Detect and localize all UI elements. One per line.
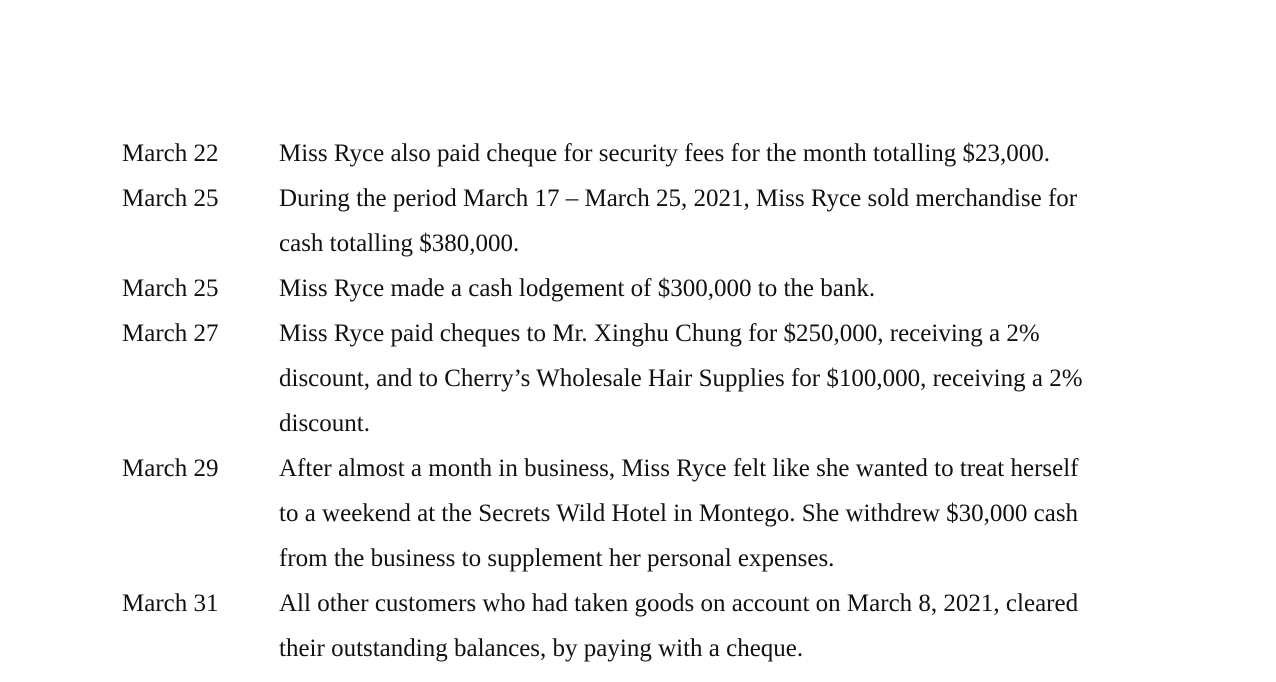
description-line: Miss Ryce made a cash lodgement of $300,000 to the bank. (279, 275, 876, 302)
description-line: cash totalling $380,000. (279, 230, 520, 257)
transaction-list (122, 131, 1142, 671)
entry-date: March 29 (122, 455, 219, 482)
description-line: discount. (279, 410, 370, 437)
description-line: to a weekend at the Secrets Wild Hotel in Montego. She withdrew $30,000 cash (279, 500, 1079, 527)
transaction-entry (122, 176, 1142, 266)
description-line: their outstanding balances, by paying with a cheque. (279, 635, 804, 662)
entry-date: March 31 (122, 590, 219, 617)
transaction-entry (122, 581, 1142, 671)
transaction-entry (122, 266, 1142, 311)
entry-date: March 27 (122, 320, 219, 347)
transaction-entry (122, 311, 1142, 446)
description-line: During the period March 17 – March 25, 2021, Miss Ryce sold merchandise for (279, 185, 1078, 212)
transaction-entry (122, 446, 1142, 581)
entry-date: March 22 (122, 140, 219, 167)
entry-description (279, 176, 1142, 266)
entry-date: March 25 (122, 275, 219, 302)
description-line: After almost a month in business, Miss Ryce felt like she wanted to treat herself (279, 455, 1079, 482)
description-line: discount, and to Cherry’s Wholesale Hair Supplies for $100,000, receiving a 2% (279, 365, 1083, 392)
entry-date: March 25 (122, 185, 219, 212)
description-line: All other customers who had taken goods on account on March 8, 2021, cleared (279, 590, 1079, 617)
entry-description (279, 446, 1142, 581)
entry-description (279, 311, 1142, 446)
description-line: from the business to supplement her personal expenses. (279, 545, 835, 572)
entry-description (279, 131, 1142, 176)
description-line: Miss Ryce paid cheques to Mr. Xinghu Chung for $250,000, receiving a 2% (279, 320, 1040, 347)
description-line: Miss Ryce also paid cheque for security fees for the month totalling $23,000. (279, 140, 1051, 167)
transaction-entry (122, 131, 1142, 176)
entry-description (279, 581, 1142, 671)
entry-description (279, 266, 1142, 311)
